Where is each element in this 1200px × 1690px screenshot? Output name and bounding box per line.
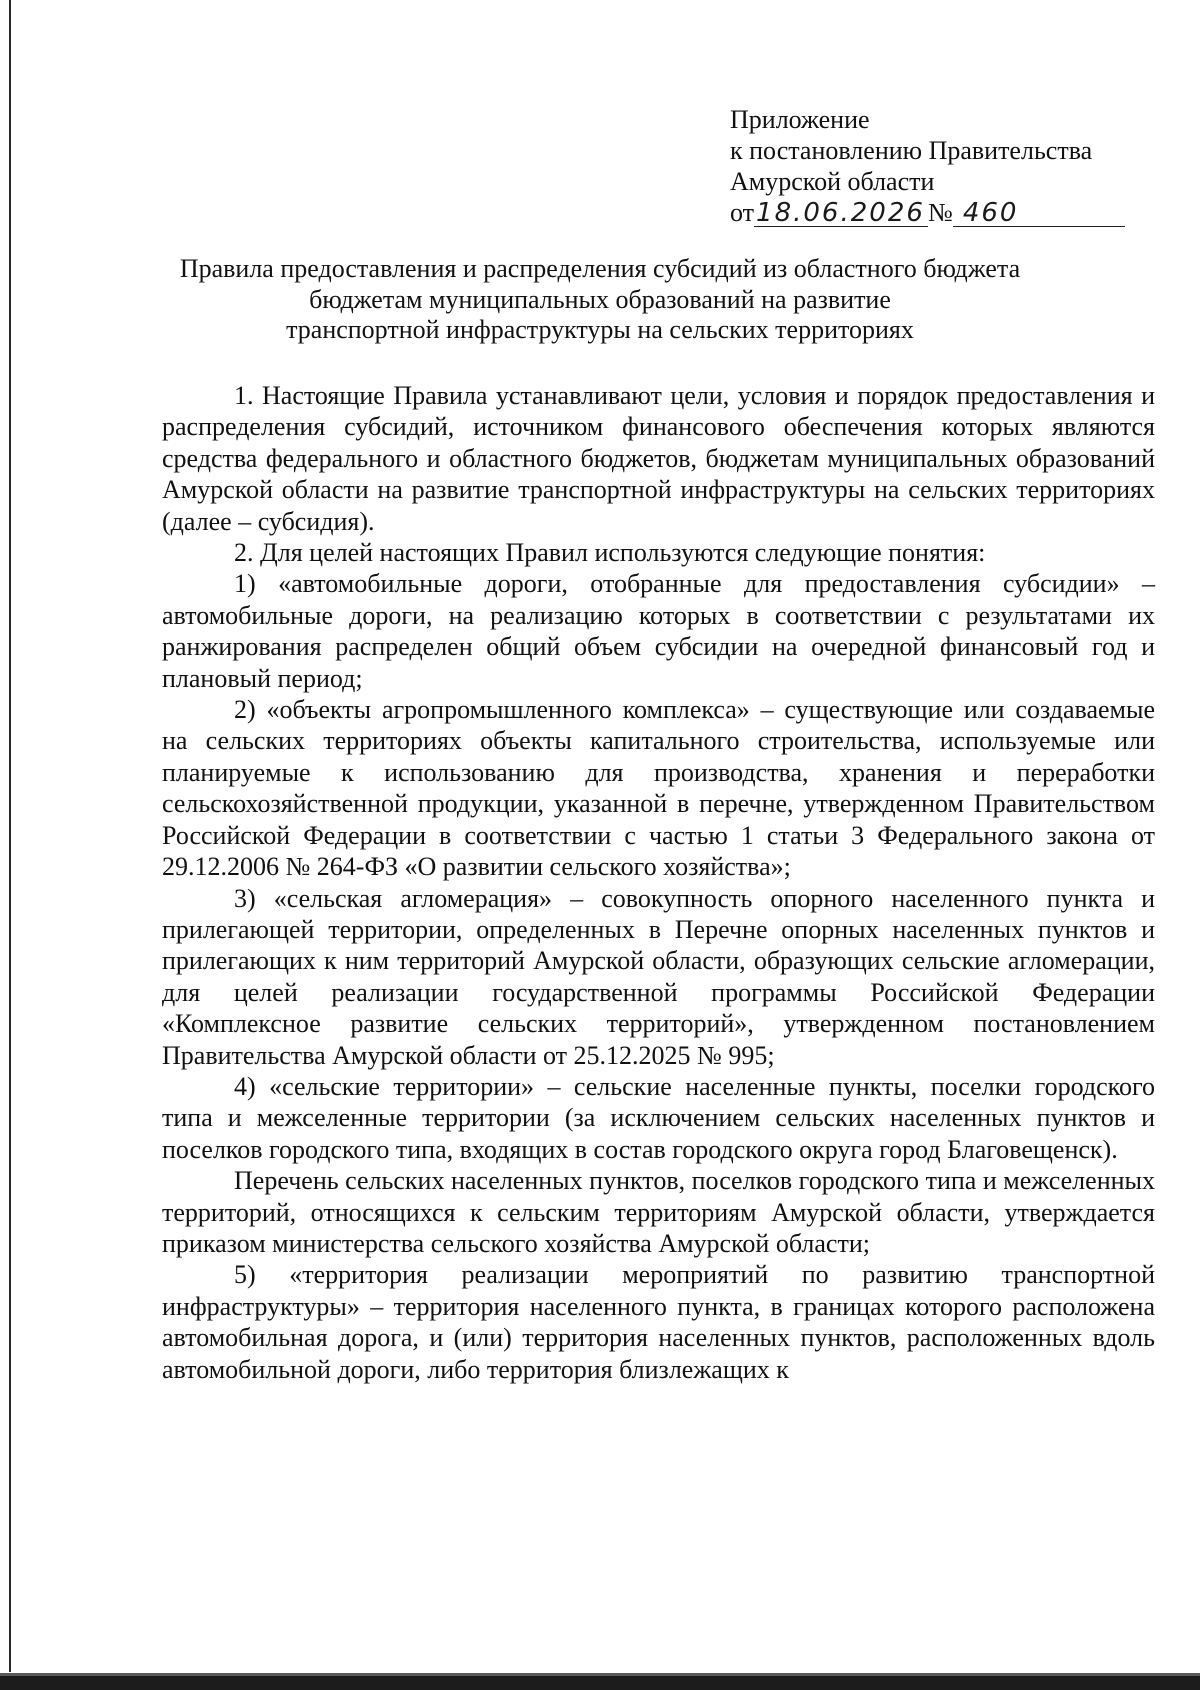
document-body (162, 380, 1155, 1385)
approval-line-3: Амурской области (730, 167, 935, 196)
scan-edge-bottom (0, 1673, 1200, 1690)
approval-block (730, 104, 1130, 228)
scan-edge-left (9, 0, 11, 1672)
document-title (150, 254, 1050, 346)
title-line-2: бюджетам муниципальных образований на развитие (309, 284, 891, 314)
paragraph-list-note: Перечень сельских населенных пунктов, поселков городского типа и межселенных территорий, относящихся к сельским территориям Амурской области, утверждается приказом министерства сельского хозяйства Амурской области; (162, 1166, 1155, 1258)
title-line-3: транспортной инфраструктуры на сельских территориях (286, 315, 914, 344)
approval-date-line (730, 197, 1130, 228)
date-prefix: от (730, 198, 755, 227)
paragraph-definition-4: 4) «сельские территории» – сельские населенные пункты, поселки городского типа и межселенные территории (за исключением сельских населенных пунктов и поселков городского типа, входящих в состав городского округа город Благовещенск). (162, 1071, 1155, 1164)
handwritten-date: 18.06.2026 (754, 200, 928, 227)
paragraph-definition-2: 2) «объекты агропромышленного комплекса» – существующие или создаваемые на сельских территориях объекты капитального строительства, используемые или планируемые к использованию для производства, хранения и переработки сельскохозяйственной продукции, указанной в перечне, утвержденном Правительством Российской Федерации в соответствии с частью 1 статьи 3 Федерального закона от 29.12.2006 № 264-ФЗ «О развитии сельского хозяйства»; (162, 695, 1155, 882)
approval-line-2: к постановлению Правительства (730, 136, 1093, 165)
handwritten-number: 460 (953, 200, 1125, 227)
paragraph-definition-1: 1) «автомобильные дороги, отобранные для предоставления субсидии» – автомобильные дороги, на реализацию которых в соответствии с результатами их ранжирования распределен общий объем субсидии на очередной финансовый год и плановый период; (162, 569, 1155, 693)
paragraph-definition-5: 5) «территория реализации мероприятий по развитию транспортной инфраструктуры» – территория населенного пункта, в границах которого расположена автомобильная дорога, и (или) территория населенных пунктов, расположенных вдоль автомобильной дороги, либо территория близлежащих к (162, 1260, 1155, 1384)
paragraph-definition-3: 3) «сельская агломерация» – совокупность опорного населенного пункта и прилегающей территории, определенных в Перечне опорных населенных пунктов и прилегающих к ним территорий Амурской области, образующих сельские агломерации, для целей реализации государственной программы Российской Федерации «Комплексное развитие сельских территорий», утвержденном постановлением Правительства Амурской области от 25.12.2025 № 995; (162, 883, 1155, 1070)
title-line-1: Правила предоставления и распределения субсидий из областного бюджета (179, 254, 1021, 283)
paragraph-1: 1. Настоящие Правила устанавливают цели, условия и порядок предоставления и распределения субсидий, источником финансового обеспечения которых являются средства федерального и областного бюджетов, бюджетам муниципальных образований Амурской области на развитие транспортной инфраструктуры на сельских территориях (далее – субсидия). (162, 381, 1155, 536)
approval-line-1: Приложение (730, 105, 870, 134)
number-sign: № (928, 198, 953, 227)
paragraph-2: 2. Для целей настоящих Правил используются следующие понятия: (234, 538, 986, 568)
